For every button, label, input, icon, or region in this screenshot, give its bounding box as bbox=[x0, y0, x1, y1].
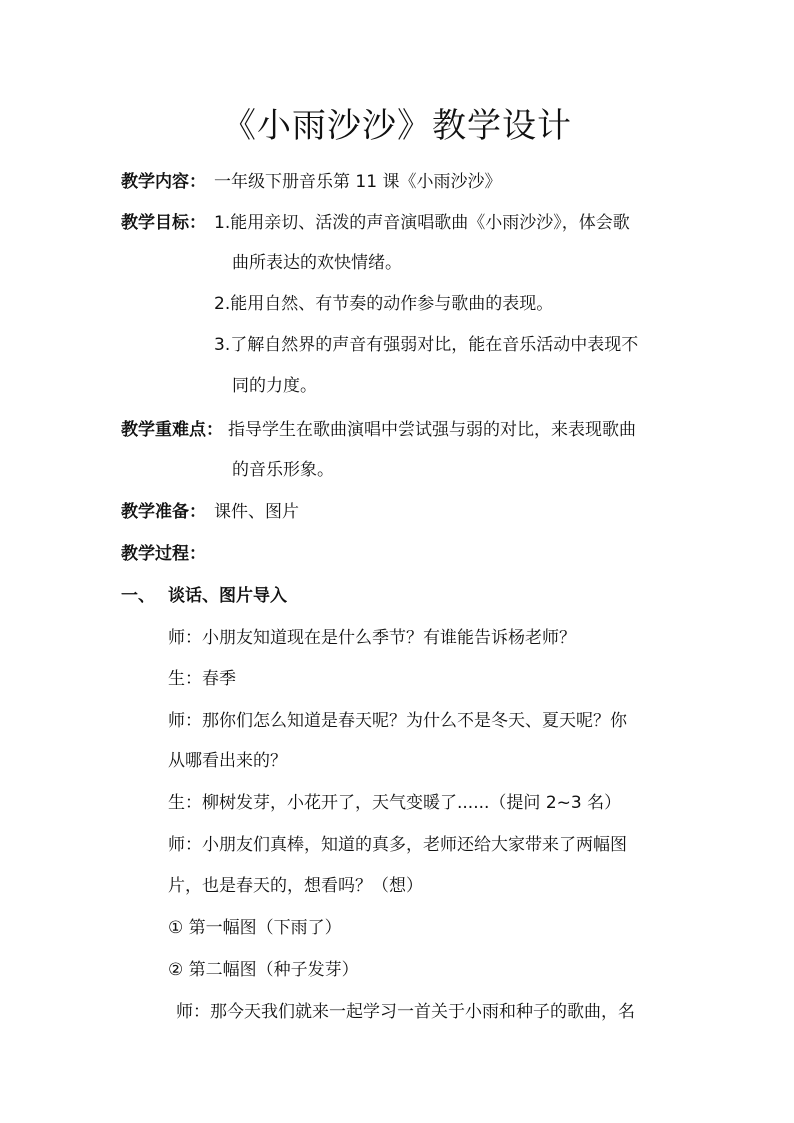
dialogue-line-8: ① 第一幅图（下雨了） bbox=[168, 918, 342, 938]
dialogue-line-7: 片，也是春天的，想看吗？（想） bbox=[168, 876, 423, 896]
key-points-line-2: 的音乐形象。 bbox=[232, 460, 334, 480]
goal-1-line-2: 曲所表达的欢快情绪。 bbox=[232, 253, 402, 273]
section-1-number: 一、 bbox=[121, 586, 155, 606]
preparation-text: 课件、图片 bbox=[214, 502, 299, 522]
goals-label: 教学目标： bbox=[121, 213, 206, 233]
goal-3-line-2: 同的力度。 bbox=[232, 376, 317, 396]
content-text: 一年级下册音乐第 11 课《小雨沙沙》 bbox=[214, 172, 502, 192]
preparation-label: 教学准备： bbox=[121, 502, 206, 522]
dialogue-line-3: 师：那你们怎么知道是春天呢？为什么不是冬天、夏天呢？你 bbox=[168, 711, 627, 731]
dialogue-line-10: 师：那今天我们就来一起学习一首关于小雨和种子的歌曲，名 bbox=[176, 1002, 635, 1022]
goal-3-line-1: 3.了解自然界的声音有强弱对比，能在音乐活动中表现不 bbox=[214, 335, 639, 355]
goal-2: 2.能用自然、有节奏的动作参与歌曲的表现。 bbox=[214, 294, 554, 314]
dialogue-line-5: 生：柳树发芽，小花开了，天气变暖了......（提问 2~3 名） bbox=[168, 793, 622, 813]
content-label: 教学内容： bbox=[121, 172, 206, 192]
key-points-label: 教学重难点： bbox=[121, 420, 223, 440]
dialogue-line-1: 师：小朋友知道现在是什么季节？有谁能告诉杨老师？ bbox=[168, 628, 576, 648]
key-points-line-1: 指导学生在歌曲演唱中尝试强与弱的对比，来表现歌曲 bbox=[228, 420, 636, 440]
dialogue-line-9: ② 第二幅图（种子发芽） bbox=[168, 960, 359, 980]
document-title: 《小雨沙沙》教学设计 bbox=[222, 106, 572, 146]
dialogue-line-6: 师：小朋友们真棒，知道的真多，老师还给大家带来了两幅图 bbox=[168, 835, 627, 855]
dialogue-line-4: 从哪看出来的？ bbox=[168, 751, 287, 771]
dialogue-line-2: 生：春季 bbox=[168, 669, 236, 689]
process-label: 教学过程： bbox=[121, 544, 206, 564]
goal-1-line-1: 1.能用亲切、活泼的声音演唱歌曲《小雨沙沙》，体会歌 bbox=[214, 213, 630, 233]
section-1-heading: 谈话、图片导入 bbox=[168, 586, 287, 606]
